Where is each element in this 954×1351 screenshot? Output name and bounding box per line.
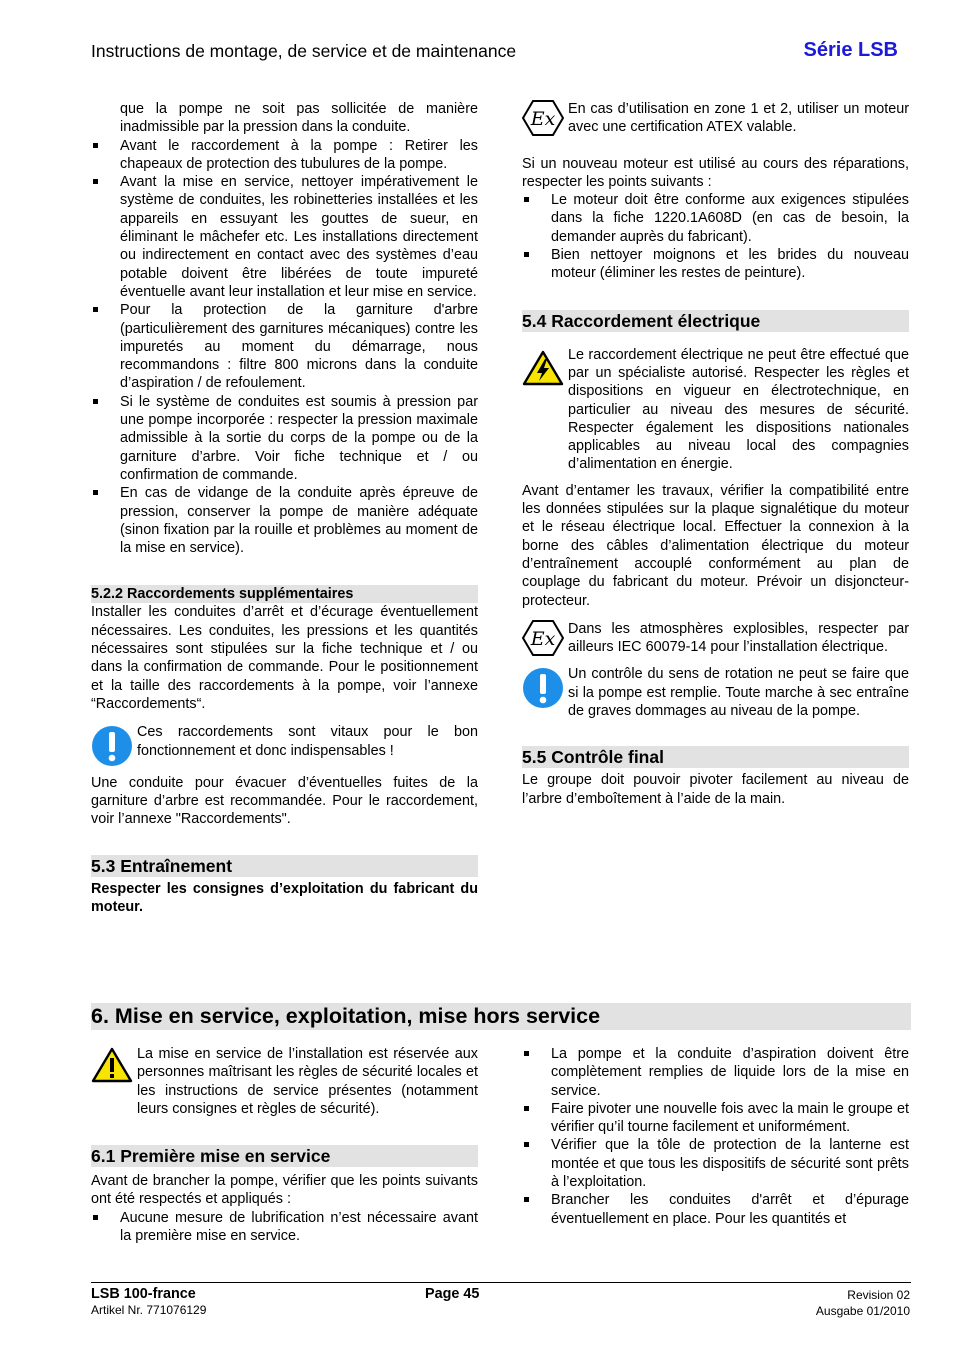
atex-note-text: En cas d’utilisation en zone 1 et 2, utiliser un moteur avec une certification ATEX valable. [568, 101, 909, 136]
left-continuation: que la pompe ne soit pas sollicitée de manière inadmissible par la pression dans la conduite. [120, 101, 478, 136]
bold-instruction: Respecter les consignes d’exploitation du fabricant du moteur. [91, 880, 478, 915]
list-item: Avant le raccordement à la pompe : Retirer les chapeaux de protection des tubulures de la pompe. [91, 137, 478, 174]
electric-hazard-icon [522, 350, 564, 391]
section6-left-column [91, 1045, 478, 1245]
info-note-text: Ces raccordements sont vitaux pour le bon fonctionnement et donc indispensables ! [137, 724, 478, 759]
paragraph: Une conduite pour évacuer d’éventuelles fuites de la garniture d’arbre est recommandée. Pour le raccordement, voir l’annexe "Raccordements". [91, 774, 478, 828]
list-item: Faire pivoter une nouvelle fois avec la main le groupe et vérifier qu’il tourne facilement et uniformément. [522, 1100, 909, 1137]
subsection-heading-522: 5.2.2 Raccordements supplémentaires [91, 585, 478, 603]
paragraph: Avant de brancher la pompe, vérifier que les points suivants ont été respectés et appliqués : [91, 1173, 478, 1208]
header-title: Instructions de montage, de service et de maintenance [91, 41, 517, 61]
footer-edition: Ausgabe 01/2010 [815, 1304, 910, 1318]
paragraph: Si un nouveau moteur est utilisé au cours des réparations, respecter les points suivants : [522, 155, 909, 190]
info-exclamation-icon [522, 667, 564, 714]
info-exclamation-icon [91, 725, 133, 772]
electric-warning-text: Le raccordement électrique ne peut être effectué que par un spécialiste autorisé. Respecter les règles et dispositions en vigueur en électrotechnique, en particulier au niveau des mesures de sécurité. Respecter également les dispositions nationales applicables au niveau local des compagnies d’alimentation en énergie. [568, 346, 909, 473]
section6-left-list [91, 1209, 478, 1246]
paragraph: Avant d’entamer les travaux, vérifier la compatibilité entre les données stipulées sur la plaque signalétique du moteur et le réseau électrique local. Effectuer la connexion à la borne des câbles d’alimentation électrique du moteur d’entraînement accouplé conformément au plan de couplage du fabricant du moteur. Prévoir un disjoncteur-protecteur. [522, 482, 909, 609]
paragraph: Le groupe doit pouvoir pivoter facilement au niveau de l’arbre d’emboîtement à l’aide de la main. [522, 772, 909, 807]
footer-page-number: Page 45 [425, 1286, 480, 1302]
section-heading-55: 5.5 Contrôle final [522, 746, 909, 768]
list-item: En cas de vidange de la conduite après épreuve de pression, conserver la pompe de manière adéquate (sinon fixation par la rouille et problèmes au moment de la mise en service). [91, 484, 478, 557]
section-heading-54: 5.4 Raccordement électrique [522, 310, 909, 332]
atex-note [522, 100, 909, 137]
list-item: La pompe et la conduite d’aspiration doivent être complètement remplies de liquide lors de la mise en service. [522, 1045, 909, 1100]
info-note-text: Un contrôle du sens de rotation ne peut se faire que si la pompe est remplie. Toute marche à sec entraîne de graves dommages au niveau de la pompe. [568, 666, 909, 720]
footer-doc-name: LSB 100-france [91, 1286, 196, 1302]
section6-right-column [522, 1045, 909, 1228]
left-bullet-list [91, 137, 478, 558]
footer-revision: Revision 02 [847, 1288, 910, 1302]
footer-divider [91, 1282, 911, 1283]
atex-ex-icon [522, 620, 564, 661]
info-note [522, 665, 909, 720]
right-bullet-list [522, 191, 909, 282]
section-heading-53: 5.3 Entraînement [91, 855, 478, 877]
safety-warning-text: La mise en service de l’installation est réservée aux personnes maîtrisant les règles de sécurité locales et les instructions de service présentes (notamment leurs consignes et règles de sécurité). [137, 1046, 478, 1117]
header-series: Série LSB [803, 39, 898, 61]
section6-right-list [522, 1045, 909, 1228]
left-column [91, 100, 478, 916]
atex-note [522, 620, 909, 657]
paragraph: Installer les conduites d’arrêt et d’écurage éventuellement nécessaires. Les conduites, les pressions et les quantités nécessaires sont stipulées sur la fiche technique et / ou dans la confirmation de commande. Pour le positionnement et la taille des raccordements à la pompe, voir l’annexe “Raccordements“. [91, 604, 478, 712]
list-item: Aucune mesure de lubrification n’est nécessaire avant la première mise en service. [91, 1209, 478, 1246]
electric-warning [522, 346, 909, 474]
atex-note-text: Dans les atmosphères explosibles, respecter par ailleurs IEC 60079-14 pour l’installation électrique. [568, 620, 909, 656]
list-item: Brancher les conduites d'arrêt et d’épurage éventuellement en place. Pour les quantités et [522, 1191, 909, 1228]
list-item: Si le système de conduites est soumis à pression par une pompe incorporée : respecter la pression maximale admissible à la sortie du corps de la pompe ou de la garniture d’arbre. Voir fiche technique et / ou confirmation de commande. [91, 393, 478, 484]
svg-text:Ex: Ex [530, 627, 556, 650]
atex-ex-icon [522, 100, 564, 141]
list-item: Avant la mise en service, nettoyer impérativement le système de conduites, les robinetteries installées et les appareils en essuyant les gouttes de sueur, en éliminant le mâchefer etc. Les installations directement ou indirectement en contact avec des systèmes d’eau potable doivent être libérées de toute impureté éventuelle avant leur installation et leur mise en service. [91, 173, 478, 301]
list-item: Vérifier que la tôle de protection de la lanterne est montée et que tous les dispositifs de sécurité sont prêts à l’exploitation. [522, 1136, 909, 1191]
list-item: Le moteur doit être conforme aux exigences stipulées dans la fiche 1220.1A608D (en cas de besoin, la demander auprès du fabricant). [522, 191, 909, 246]
safety-warning [91, 1045, 478, 1118]
list-item: Pour la protection de la garniture d'arbre (particulièrement des garnitures mécaniques) contre les impuretés au moment du démarrage, nous recommandons : filtre 800 microns dans la conduite d’aspiration / de refoulement. [91, 301, 478, 392]
footer-article-number: Artikel Nr. 771076129 [91, 1303, 207, 1317]
right-column [522, 100, 909, 808]
section-heading-61: 6.1 Première mise en service [91, 1145, 478, 1167]
svg-text:Ex: Ex [530, 108, 556, 130]
chapter-heading-6: 6. Mise en service, exploitation, mise hors service [91, 1003, 911, 1030]
warning-triangle-icon [91, 1047, 133, 1088]
info-note [91, 723, 478, 760]
list-item: Bien nettoyer moignons et les brides du nouveau moteur (éliminer les restes de peinture). [522, 246, 909, 283]
